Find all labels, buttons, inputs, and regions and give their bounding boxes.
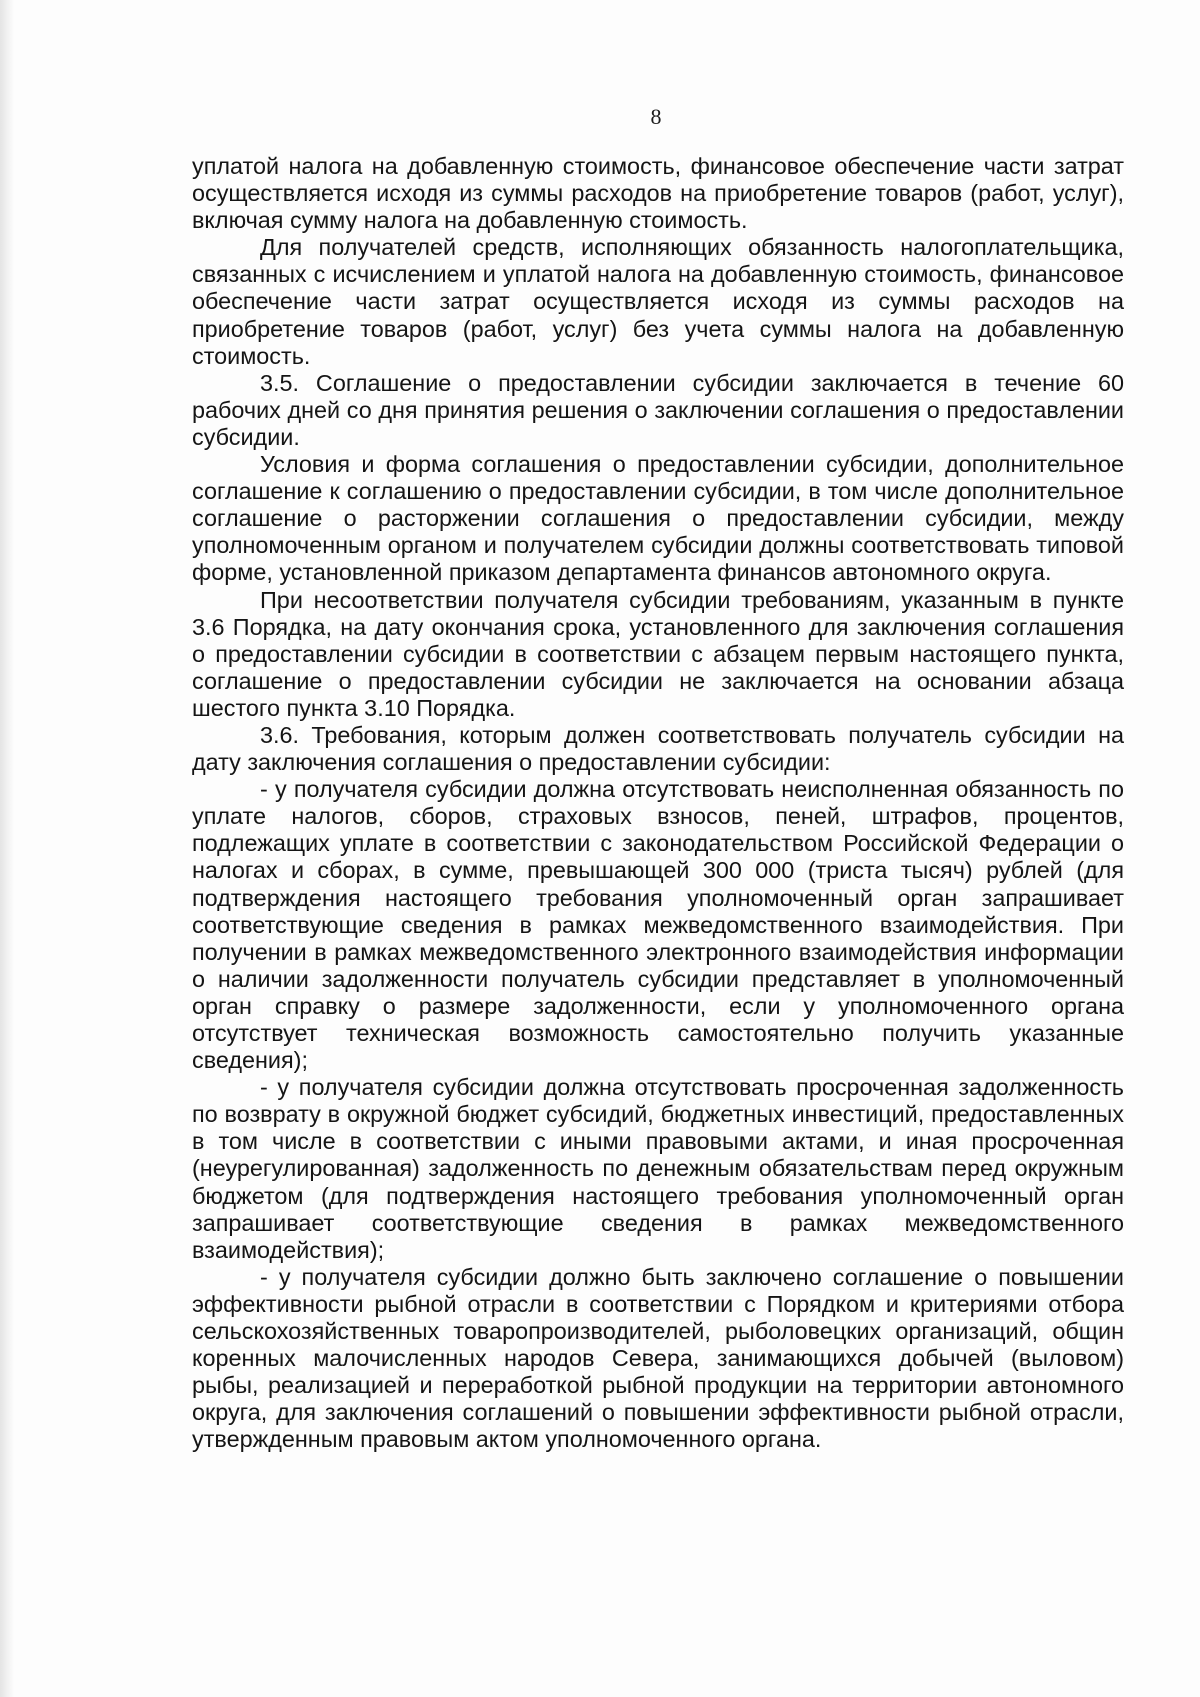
paragraph-vat-exempt: Для получателей средств, исполняющих обязанность налогоплательщика, связанных с исчислением и уплатой налога на добавленную стоимость, финансовое обеспечение части затрат осуществляется исходя из суммы расходов на приобретение товаров (работ, услуг) без учета суммы налога на добавленную стоимость. bbox=[192, 234, 1124, 369]
paragraph-agreement-form: Условия и форма соглашения о предоставлении субсидии, дополнительное соглашение к соглашению о предоставлении субсидии, в том числе дополнительное соглашение о расторжении соглашения о предоставлении субсидии, между уполномоченным органом и получателем субсидии должны соответствовать типовой форме, установленной приказом департамента финансов автономного округа. bbox=[192, 451, 1124, 586]
paragraph-vat-continuation: уплатой налога на добавленную стоимость, финансовое обеспечение части затрат осуществляется исходя из суммы расходов на приобретение товаров (работ, услуг), включая сумму налога на добавленную стоимость. bbox=[192, 153, 1124, 234]
scan-edge-shadow bbox=[0, 0, 14, 1697]
list-item-tax-debt: - у получателя субсидии должна отсутствовать неисполненная обязанность по уплате налогов, сборов, страховых взносов, пеней, штрафов, процентов, подлежащих уплате в соответствии с законодательством Российской Федерации о налогах и сборах, в сумме, превышающей 300 000 (триста тысяч) рублей (для подтверждения настоящего требования уполномоченный орган запрашивает соответствующие сведения в рамках межведомственного взаимодействия. При получении в рамках межведомственного электронного взаимодействия информации о наличии задолженности получатель субсидии представляет в уполномоченный орган справку о размере задолженности, если у уполномоченного органа отсутствует техническая возможность самостоятельно получить указанные сведения); bbox=[192, 776, 1124, 1074]
page-number: 8 bbox=[650, 104, 662, 129]
paragraph-noncompliance: При несоответствии получателя субсидии требованиям, указанным в пункте 3.6 Порядка, на дату окончания срока, установленного для заключения соглашения о предоставлении субсидии в соответствии с абзацем первым настоящего пункта, соглашение о предоставлении субсидии не заключается на основании абзаца шестого пункта 3.10 Порядка. bbox=[192, 586, 1124, 721]
list-item-efficiency-agreement: - у получателя субсидии должно быть заключено соглашение о повышении эффективности рыбной отрасли в соответствии с Порядком и критериями отбора сельскохозяйственных товаропроизводителей, рыболовецких организаций, общин коренных малочисленных народов Севера, занимающихся добычей (выловом) рыбы, реализацией и переработкой рыбной продукции на территории автономного округа, для заключения соглашений о повышении эффективности рыбной отрасли, утвержденным правовым актом уполномоченного органа. bbox=[192, 1263, 1124, 1453]
list-item-budget-debt: - у получателя субсидии должна отсутствовать просроченная задолженность по возврату в окружной бюджет субсидий, бюджетных инвестиций, предоставленных в том числе в соответствии с иными правовыми актами, и иная просроченная (неурегулированная) задолженность по денежным обязательствам перед окружным бюджетом (для подтверждения настоящего требования уполномоченный орган запрашивает соответствующие сведения в рамках межведомственного взаимодействия); bbox=[192, 1074, 1124, 1263]
document-body bbox=[192, 153, 1124, 1454]
paragraph-3-6: 3.6. Требования, которым должен соответствовать получатель субсидии на дату заключения соглашения о предоставлении субсидии: bbox=[192, 721, 1124, 776]
paragraph-3-5: 3.5. Соглашение о предоставлении субсидии заключается в течение 60 рабочих дней со дня принятия решения о заключении соглашения о предоставлении субсидии. bbox=[192, 369, 1124, 450]
